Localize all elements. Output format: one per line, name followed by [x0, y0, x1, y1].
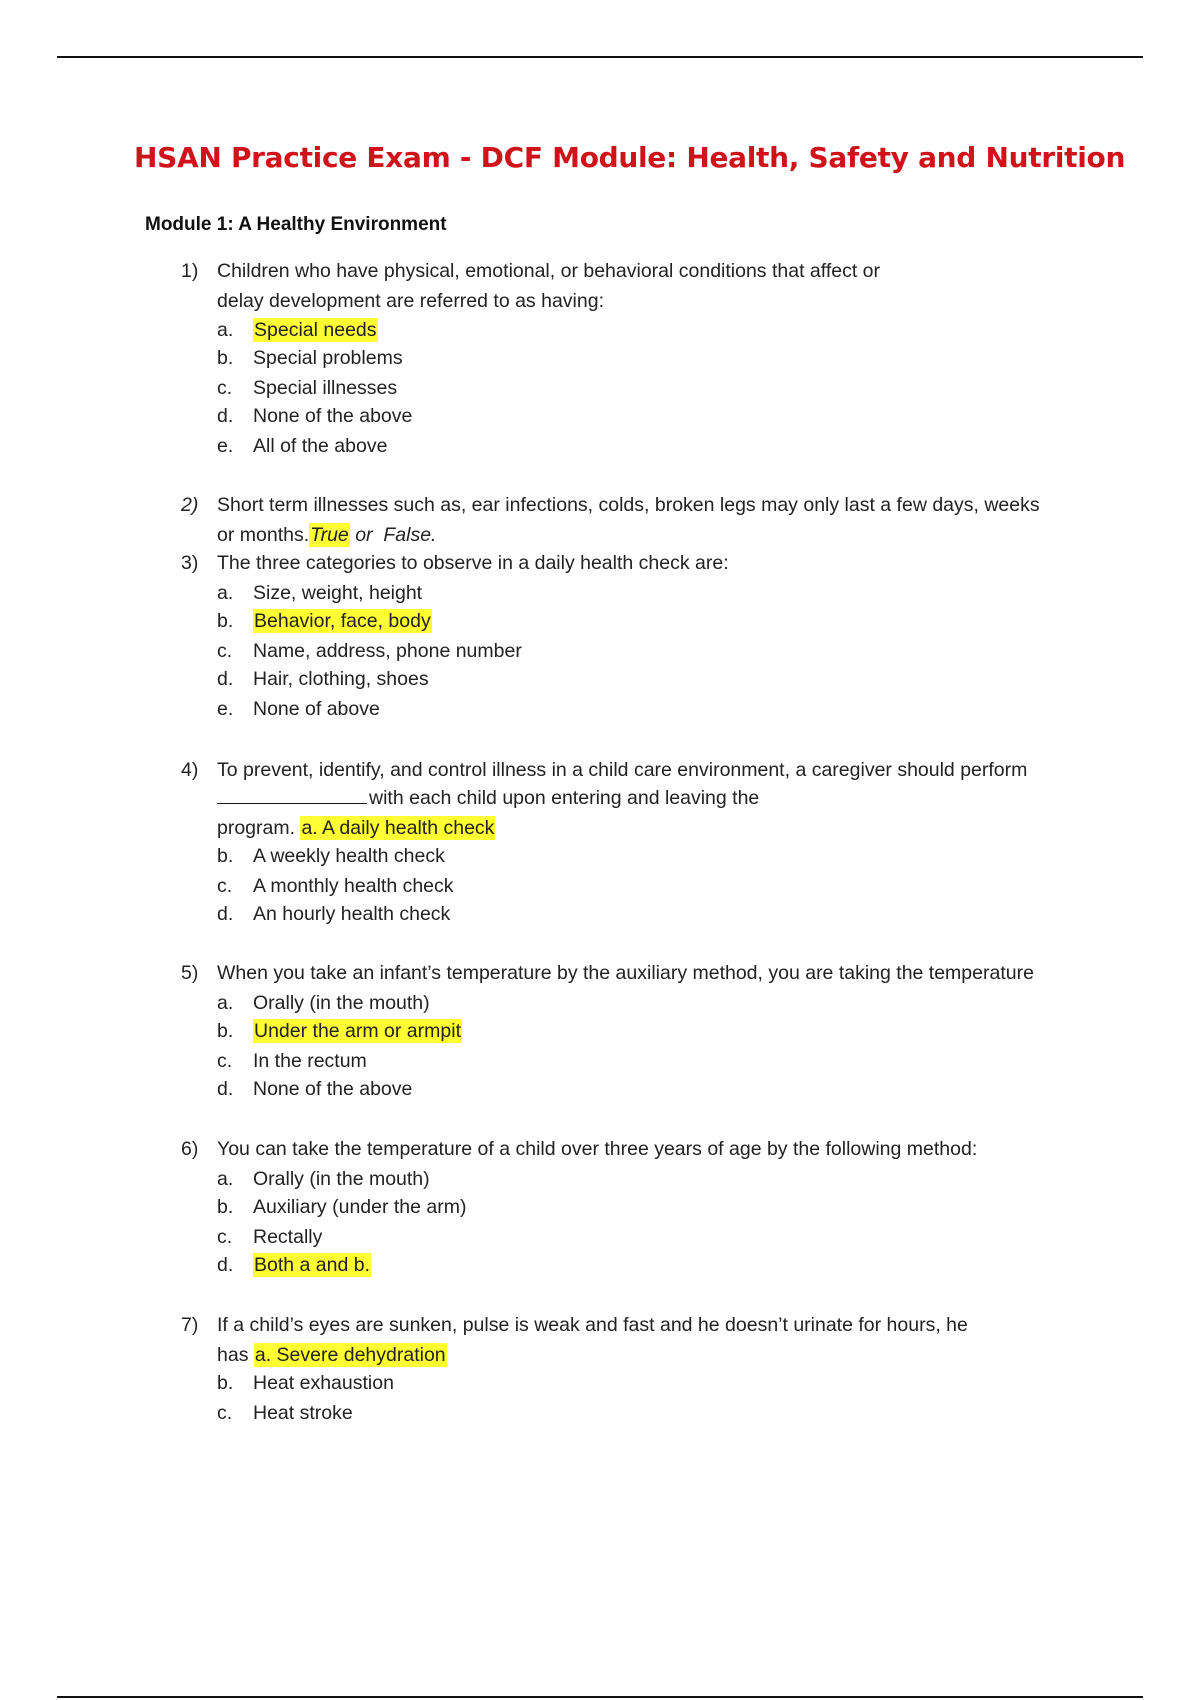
fill-in-blank — [217, 785, 367, 804]
question-text: If a child’s eyes are sunken, pulse is weak and fast and he doesn’t urinate for hours, he — [217, 1314, 968, 1336]
option-letter: a. — [217, 319, 234, 341]
option-letter: d. — [217, 668, 234, 690]
option-text: Orally (in the mouth) — [253, 992, 430, 1014]
question-text: has — [217, 1344, 254, 1366]
option-text: Orally (in the mouth) — [253, 1168, 430, 1190]
option-letter: b. — [217, 845, 234, 867]
or-text: or — [349, 524, 384, 546]
option-letter: b. — [217, 1372, 234, 1394]
option-text: Special problems — [253, 347, 403, 369]
option-letter: b. — [217, 1020, 234, 1042]
question-number: 1) — [181, 260, 199, 282]
option-letter: d. — [217, 405, 234, 427]
option-text: None of the above — [253, 1078, 413, 1100]
option-letter: a. — [217, 582, 234, 604]
module-heading: Module 1: A Healthy Environment — [145, 214, 447, 235]
option-letter: c. — [217, 1226, 233, 1248]
option-letter: a. — [217, 992, 234, 1014]
option-text: Size, weight, height — [253, 582, 423, 604]
option-letter: d. — [217, 1254, 234, 1276]
option-text: A weekly health check — [253, 845, 445, 867]
question-number: 4) — [181, 759, 199, 781]
option-text: An hourly health check — [253, 903, 451, 925]
question-text: or months. — [217, 524, 310, 546]
answer-highlight: Behavior, face, body — [254, 610, 431, 632]
answer-highlight: a. Severe dehydration — [254, 1344, 446, 1366]
question-text: You can take the temperature of a child over three years of age by the following method: — [217, 1138, 978, 1160]
question-text: delay development are referred to as having: — [217, 290, 604, 312]
question-text: Short term illnesses such as, ear infections, colds, broken legs may only last a few days, weeks — [217, 494, 1040, 516]
option-letter: d. — [217, 1078, 234, 1100]
false-text: False. — [383, 524, 437, 546]
question-text-blank-line — [217, 783, 759, 813]
answer-highlight: True — [310, 524, 349, 546]
question-number: 5) — [181, 962, 199, 984]
option-letter: c. — [217, 875, 233, 897]
option-text: None of the above — [253, 405, 413, 427]
option-text: Special illnesses — [253, 377, 398, 399]
option-letter: e. — [217, 435, 234, 457]
question-text: To prevent, identify, and control illness in a child care environment, a caregiver should perform — [217, 759, 1028, 781]
answer-highlight: a. A daily health check — [301, 817, 495, 839]
question-text-answer-line — [217, 520, 436, 550]
option-letter: c. — [217, 1402, 233, 1424]
page-title: HSAN Practice Exam - DCF Module: Health, Safety and Nutrition — [134, 141, 1126, 174]
question-text: When you take an infant’s temperature by the auxiliary method, you are taking the temperature — [217, 962, 1034, 984]
option-letter: d. — [217, 903, 234, 925]
option-text-correct — [253, 1016, 462, 1046]
option-letter: c. — [217, 377, 233, 399]
option-text: In the rectum — [253, 1050, 367, 1072]
answer-highlight: Both a and b. — [254, 1254, 371, 1276]
option-text: Rectally — [253, 1226, 323, 1248]
question-number: 2) — [181, 494, 199, 516]
option-letter: b. — [217, 347, 234, 369]
option-text: None of above — [253, 698, 380, 720]
question-text-answer-line — [217, 1340, 447, 1370]
question-text: The three categories to observe in a daily health check are: — [217, 552, 729, 574]
question-number: 3) — [181, 552, 199, 574]
option-text: Name, address, phone number — [253, 640, 522, 662]
option-text: Heat exhaustion — [253, 1372, 394, 1394]
answer-highlight: Special needs — [254, 319, 377, 341]
option-text: All of the above — [253, 435, 388, 457]
option-text: A monthly health check — [253, 875, 454, 897]
option-text: Auxiliary (under the arm) — [253, 1196, 467, 1218]
option-text-correct — [253, 1250, 371, 1280]
question-number: 6) — [181, 1138, 199, 1160]
question-text-answer-line — [217, 813, 495, 843]
option-letter: c. — [217, 1050, 233, 1072]
option-text-correct — [253, 606, 432, 636]
option-letter: e. — [217, 698, 234, 720]
question-text: with each child upon entering and leaving the — [369, 787, 760, 809]
option-text: Hair, clothing, shoes — [253, 668, 429, 690]
question-text: program. — [217, 817, 301, 839]
bottom-rule — [57, 1696, 1143, 1698]
option-text: Heat stroke — [253, 1402, 353, 1424]
option-letter: b. — [217, 1196, 234, 1218]
option-letter: a. — [217, 1168, 234, 1190]
option-text-correct — [253, 315, 378, 345]
option-letter: b. — [217, 610, 234, 632]
answer-highlight: Under the arm or armpit — [254, 1020, 461, 1042]
question-number: 7) — [181, 1314, 199, 1336]
question-text: Children who have physical, emotional, or behavioral conditions that affect or — [217, 260, 881, 282]
option-letter: c. — [217, 640, 233, 662]
top-rule — [57, 56, 1143, 58]
